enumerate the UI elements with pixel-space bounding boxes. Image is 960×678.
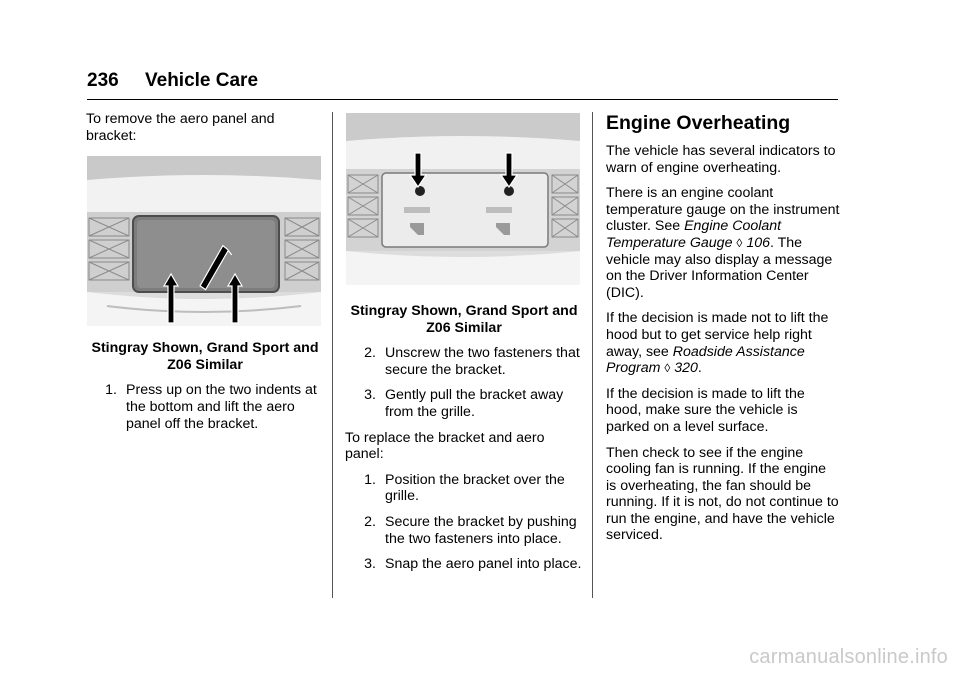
link-roadside-assistance[interactable]: Roadside Assistance Program <box>606 343 805 377</box>
column-divider-1 <box>332 112 333 598</box>
column-1 <box>86 111 324 441</box>
step-replace-2: 2. Secure the bracket by pushing the two fasteners into place. <box>364 513 577 547</box>
replace-intro: To replace the bracket and aero panel: <box>345 429 545 463</box>
header-rule <box>87 99 838 100</box>
paragraph-level-surface: If the decision is made to lift the hood, make sure the vehicle is parked on a level surface. <box>606 385 805 435</box>
page-ref-106[interactable]: 106 <box>746 234 770 251</box>
column-3 <box>606 111 840 553</box>
paragraph-indicators: The vehicle has several indicators to warn of engine overheating. <box>606 143 836 176</box>
step-replace-1: 1. Position the bracket over the grille. <box>364 471 565 505</box>
aero-panel-figure <box>87 156 321 326</box>
figure-caption-2: Stingray Shown, Grand Sport and Z06 Similar <box>350 303 578 336</box>
step-remove-2: 2. Unscrew the two fasteners that secure the bracket. <box>364 345 580 378</box>
remove-intro: To remove the aero panel and bracket: <box>86 111 275 144</box>
page-ref-icon: ◊ <box>736 235 743 250</box>
paragraph-cooling-fan: Then check to see if the engine cooling fan is running. If the engine is overheating, the fan should be running. If it is not, do not continue to run the engine, and have the vehicle serviced. <box>606 444 839 544</box>
column-divider-2 <box>592 112 593 598</box>
paragraph-coolant-gauge: There is an engine coolant temperature gauge on the instrument cluster. See Engine Coolant Temperature Gauge ◊ 106. The vehicle may also display a message on the Driver Information Center (DIC). <box>606 185 840 301</box>
page-ref-320[interactable]: 320 <box>674 360 698 377</box>
section-heading: Engine Overheating <box>606 112 791 134</box>
link-coolant-gauge[interactable]: Engine Coolant Temperature Gauge <box>606 218 782 251</box>
watermark: carmanualsonline.info <box>749 646 948 668</box>
figure-caption-1: Stingray Shown, Grand Sport and Z06 Similar <box>91 340 319 373</box>
bracket-figure <box>346 113 580 285</box>
step-replace-3: 3. Snap the aero panel into place. <box>364 556 582 573</box>
step-remove-1: 1. Press up on the two indents at the bottom and lift the aero panel off the bracket. <box>105 382 317 432</box>
paragraph-roadside: If the decision is made not to lift the hood but to get service help right away, see Roadside Assistance Program ◊ 320. <box>606 310 829 377</box>
page-number: 236 <box>87 70 119 91</box>
section-title-header: Vehicle Care <box>145 70 259 91</box>
page-header <box>87 70 258 92</box>
step-remove-3: 3. Gently pull the bracket away from the grille. <box>364 387 564 420</box>
page-ref-icon: ◊ <box>664 361 671 376</box>
column-2 <box>345 111 583 582</box>
